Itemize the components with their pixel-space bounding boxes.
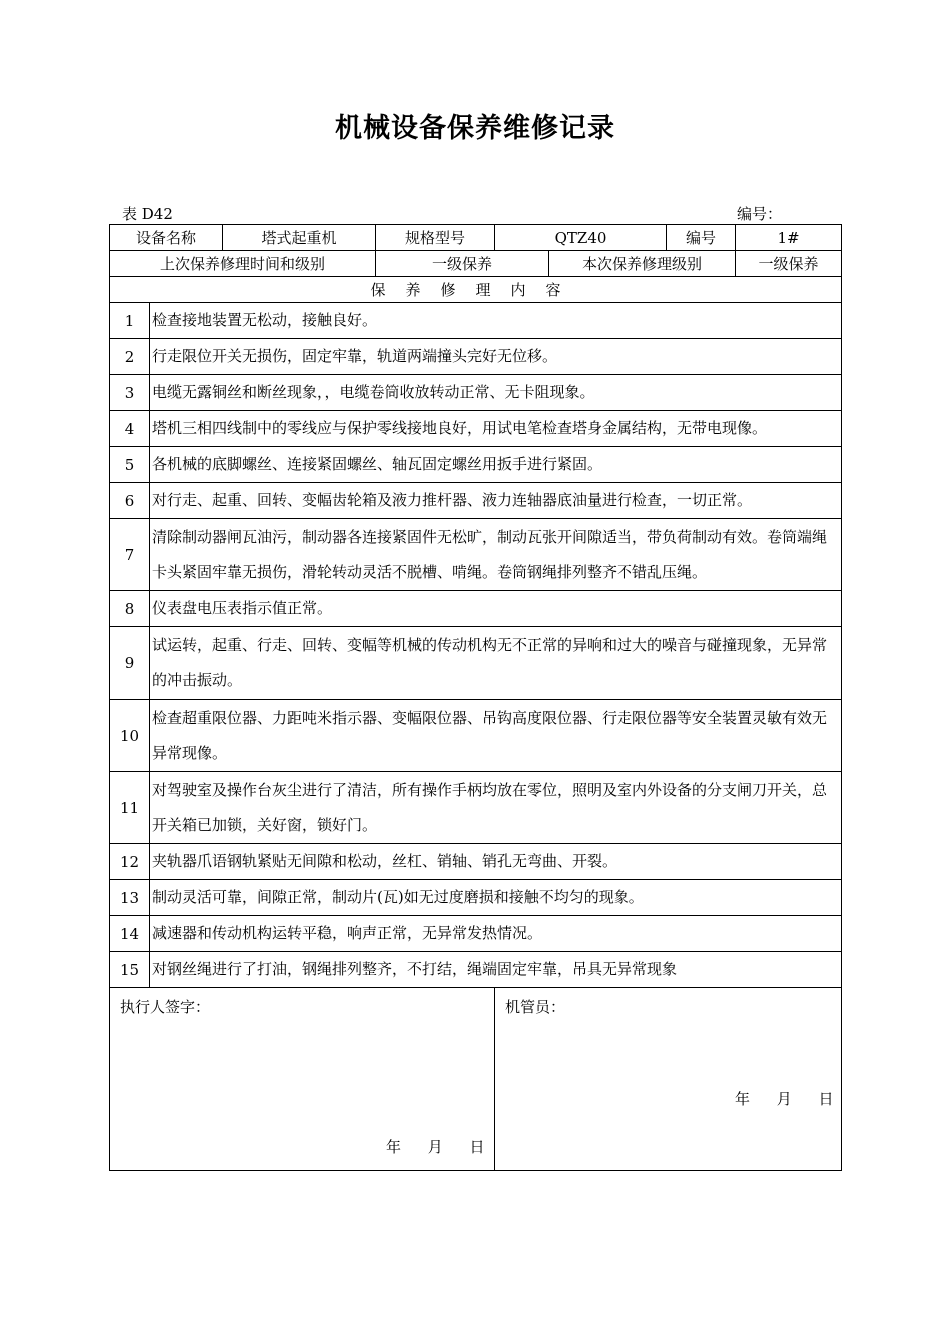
table-row bbox=[110, 700, 842, 772]
info-row-1 bbox=[110, 225, 842, 251]
item-number: 13 bbox=[110, 880, 150, 916]
item-text: 各机械的底脚螺丝、连接紧固螺丝、轴瓦固定螺丝用扳手进行紧固。 bbox=[150, 447, 842, 483]
table-row bbox=[110, 483, 842, 519]
item-text: 塔机三相四线制中的零线应与保护零线接地良好，用试电笔检查塔身金属结构，无带电现像。 bbox=[150, 411, 842, 447]
equipment-number-value: 1# bbox=[736, 225, 842, 251]
item-number: 9 bbox=[110, 627, 150, 700]
number-label: 编号： bbox=[737, 205, 783, 223]
current-maintenance-label: 本次保养修理级别 bbox=[549, 251, 736, 277]
model-value: QTZ40 bbox=[495, 225, 667, 251]
item-number: 3 bbox=[110, 375, 150, 411]
info-row-2 bbox=[110, 251, 842, 277]
table-row bbox=[110, 880, 842, 916]
table-row bbox=[110, 339, 842, 375]
item-number: 7 bbox=[110, 519, 150, 591]
item-number: 12 bbox=[110, 844, 150, 880]
device-name-label: 设备名称 bbox=[110, 225, 223, 251]
item-text: 行走限位开关无损伤，固定牢靠，轨道两端撞头完好无位移。 bbox=[150, 339, 842, 375]
table-row bbox=[110, 447, 842, 483]
item-number: 14 bbox=[110, 916, 150, 952]
executor-signature-label: 执行人签字： bbox=[120, 998, 211, 1016]
table-row bbox=[110, 772, 842, 844]
item-number: 5 bbox=[110, 447, 150, 483]
item-text: 电缆无露铜丝和断丝现象，，电缆卷筒收放转动正常、无卡阻现象。 bbox=[150, 375, 842, 411]
content-header: 保养修理内容 bbox=[110, 277, 842, 303]
table-row bbox=[110, 375, 842, 411]
item-text: 清除制动器闸瓦油污，制动器各连接紧固件无松旷，制动瓦张开间隙适当，带负荷制动有效。卷筒端绳卡头紧固牢靠无损伤，滑轮转动灵活不脱槽、啃绳。卷筒钢绳排列整齐不错乱压绳。 bbox=[150, 519, 842, 591]
device-name-value: 塔式起重机 bbox=[223, 225, 376, 251]
table-row bbox=[110, 627, 842, 700]
executor-date: 年 月 日 bbox=[386, 1138, 485, 1156]
table-row bbox=[110, 519, 842, 591]
equipment-number-label: 编号 bbox=[667, 225, 736, 251]
item-text: 对驾驶室及操作台灰尘进行了清洁，所有操作手柄均放在零位，照明及室内外设备的分支闸刀开关，总开关箱已加锁，关好窗，锁好门。 bbox=[150, 772, 842, 844]
item-number: 4 bbox=[110, 411, 150, 447]
item-text: 减速器和传动机构运转平稳，响声正常，无异常发热情况。 bbox=[150, 916, 842, 952]
item-number: 2 bbox=[110, 339, 150, 375]
item-text: 试运转，起重、行走、回转、变幅等机械的传动机构无不正常的异响和过大的噪音与碰撞现象，无异常的冲击振动。 bbox=[150, 627, 842, 700]
table-row bbox=[110, 844, 842, 880]
manager-signature-label: 机管员： bbox=[505, 998, 566, 1016]
last-maintenance-label: 上次保养修理时间和级别 bbox=[110, 251, 376, 277]
item-text: 仪表盘电压表指示值正常。 bbox=[150, 591, 842, 627]
item-number: 15 bbox=[110, 952, 150, 988]
signature-row bbox=[110, 988, 842, 1171]
manager-date: 年 月 日 bbox=[735, 1090, 834, 1108]
item-text: 对钢丝绳进行了打油，钢绳排列整齐，不打结，绳端固定牢靠，吊具无异常现象 bbox=[150, 952, 842, 988]
item-text: 制动灵活可靠，间隙正常，制动片(瓦)如无过度磨损和接触不均匀的现象。 bbox=[150, 880, 842, 916]
table-row bbox=[110, 303, 842, 339]
item-number: 1 bbox=[110, 303, 150, 339]
executor-signature-cell bbox=[110, 988, 495, 1171]
content-header-row bbox=[110, 277, 842, 303]
item-number: 8 bbox=[110, 591, 150, 627]
item-text: 夹轨器爪语钢轨紧贴无间隙和松动，丝杠、销轴、销孔无弯曲、开裂。 bbox=[150, 844, 842, 880]
current-maintenance-value: 一级保养 bbox=[736, 251, 842, 277]
item-number: 6 bbox=[110, 483, 150, 519]
model-label: 规格型号 bbox=[376, 225, 495, 251]
item-text: 对行走、起重、回转、变幅齿轮箱及液力推杆器、液力连轴器底油量进行检查，一切正常。 bbox=[150, 483, 842, 519]
item-number: 11 bbox=[110, 772, 150, 844]
table-row bbox=[110, 916, 842, 952]
last-maintenance-value: 一级保养 bbox=[376, 251, 549, 277]
page-title: 机械设备保养维修记录 bbox=[335, 113, 615, 144]
maintenance-table bbox=[109, 224, 842, 1171]
table-row bbox=[110, 591, 842, 627]
item-number: 10 bbox=[110, 700, 150, 772]
manager-signature-cell bbox=[495, 988, 842, 1171]
form-number: 表 D42 bbox=[122, 205, 173, 223]
table-row bbox=[110, 952, 842, 988]
item-text: 检查超重限位器、力距吨米指示器、变幅限位器、吊钩高度限位器、行走限位器等安全装置灵敏有效无异常现像。 bbox=[150, 700, 842, 772]
item-text: 检查接地装置无松动，接触良好。 bbox=[150, 303, 842, 339]
table-row bbox=[110, 411, 842, 447]
